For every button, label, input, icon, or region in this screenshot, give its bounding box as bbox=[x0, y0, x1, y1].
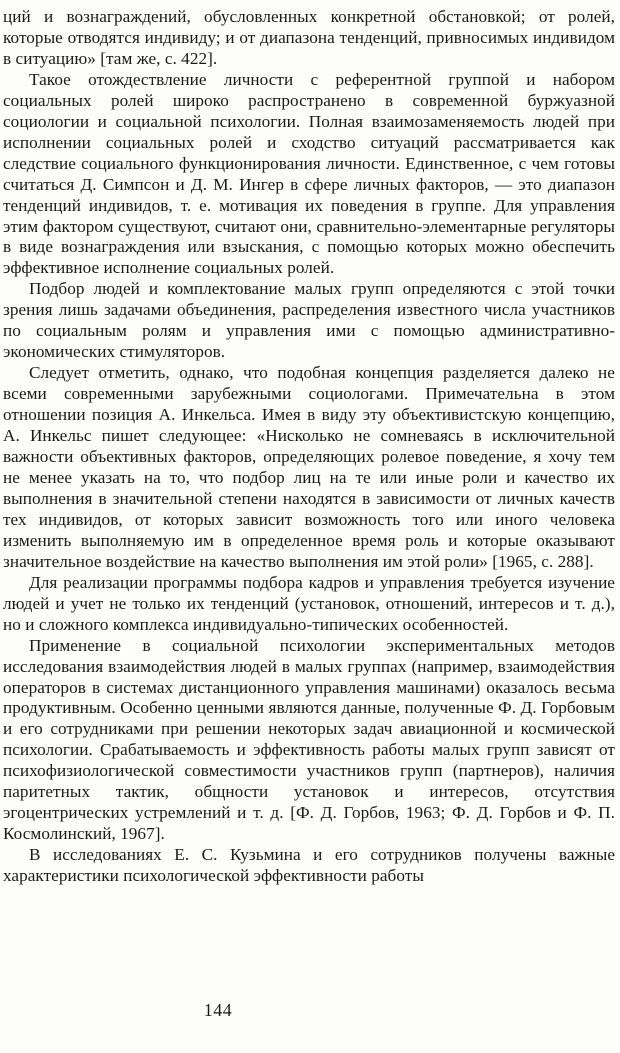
paragraph-4: Следует отметить, однако, что подобная концепция разделяется далеко не всеми современными зарубежными социологами. Примечательна в этом отношении позиция А. Инкельса. Имея в виду эту объективистскую концепцию, А. Инкельс пишет следующее: «Нисколько не сомневаясь в исключительной важности объективных факторов, определяющих ролевое поведение, я хочу тем не менее указать на то, что подбор лиц на те или иные роли и качество их выполнения в значительной степени находятся в зависимости от личных качеств тех индивидов, от которых зависит возможность того или иного человека изменить выполняемую им в определенное время роль и которые оказывают значительное воздействие на качество выполнения им этой роли» [1965, с. 288]. bbox=[3, 363, 615, 571]
paragraph-2: Такое отождествление личности с референтной группой и набором социальных ролей широко распространено в современной буржуазной социологии и социальной психологии. Полная взаимозаменяемость людей при исполнении социальных ролей и сходство ситуаций рассматривается как следствие социального функционирования личности. Единственное, с чем готовы считаться Д. Симпсон и Д. М. Ингер в сфере личных факторов, — это диапазон тенденций индивидов, т. е. мотивация их поведения в группе. Для управления этим фактором существуют, считают они, сравнительно-элементарные регуляторы в виде вознаграждения или взыскания, с помощью которых можно обеспечить эффективное исполнение социальных ролей. bbox=[3, 69, 615, 278]
paragraph-3: Подбор людей и комплектование малых групп определяются с этой точки зрения лишь задачами объединения, распределения известного числа участников по социальным ролям и управления ими с помощью административно-экономических стимуляторов. bbox=[3, 279, 615, 362]
paragraph-5: Для реализации программы подбора кадров и управления требуется изучение людей и учет не только их тенденций (установок, отношений, интересов и т. д.), но и сложного комплекса индивидуально-типических особенностей. bbox=[3, 572, 615, 634]
page-number bbox=[0, 1000, 620, 1021]
body-text bbox=[3, 7, 615, 887]
paragraph-1: ций и вознаграждений, обусловленных конкретной обстановкой; от ролей, которые отводятся индивиду; и от диапазона тенденций, привносимых индивидом в ситуацию» [там же, с. 422]. bbox=[3, 7, 615, 68]
paragraph-6: Применение в социальной психологии экспериментальных методов исследования взаимодействия людей в малых группах (например, взаимодействия операторов в системах дистанционного управления машинами) оказалось весьма продуктивным. Особенно ценными являются данные, полученные Ф. Д. Горбовым и его сотрудниками при решении некоторых задач авиационной и космической психологии. Срабатываемость и эффективность работы малых групп зависят от психофизиологической совместимости участников групп (партнеров), наличия паритетных тактик, общности установок и интересов, отсутствия эгоцентрических устремлений и т. д. [Ф. Д. Горбов, 1963; Ф. Д. Горбов и Ф. П. Космолинский, 1967]. bbox=[3, 635, 615, 844]
paragraph-7: В исследованиях Е. С. Кузьмина и его сотрудников получены важные характеристики психологической эффективности работы bbox=[3, 845, 615, 886]
page-number-text: 144 bbox=[203, 1000, 233, 1020]
